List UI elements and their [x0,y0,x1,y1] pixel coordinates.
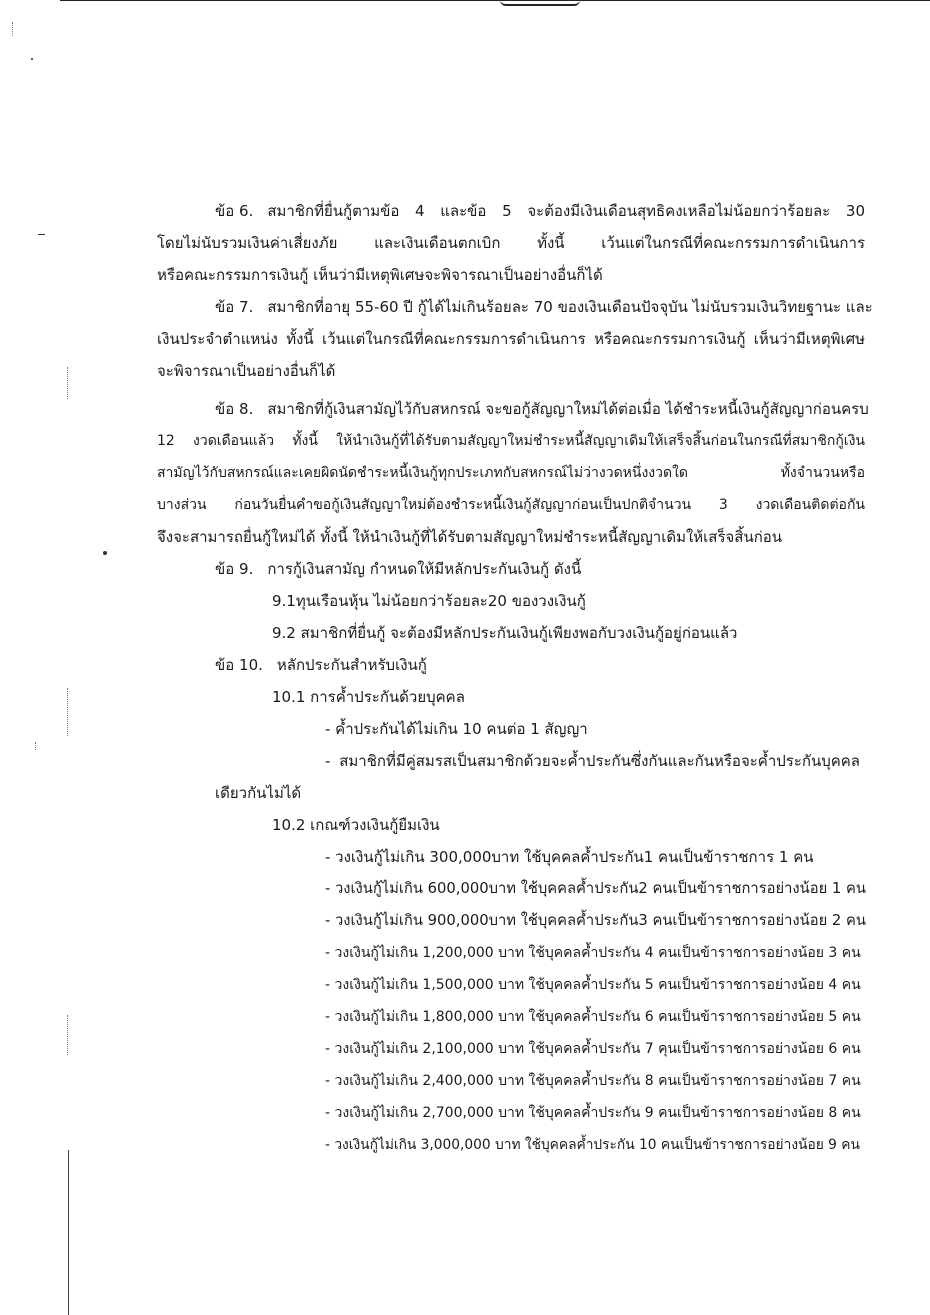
clause-6-heading: ข้อ 6. [215,202,254,220]
clause-10-1-bullet-2: - สมาชิกที่มีคู่สมรสเป็นสมาชิกด้วยจะค้ำประกันซึ่งกันและกันหรือจะค้ำประกันบุคคล [325,752,860,770]
loan-tier-item: - วงเงินกู้ไม่เกิน 1,500,000 บาท ใช้บุคคลค้ำประกัน 5 คนเป็นข้าราชการอย่างน้อย 4 คน [325,977,861,993]
loan-tier-item: - วงเงินกู้ไม่เกิน 2,400,000 บาท ใช้บุคคลค้ำประกัน 8 คนเป็นข้าราชการอย่างน้อย 7 คน [325,1073,861,1089]
clause-10-1-bullet-1: - ค้ำประกันได้ไม่เกิน 10 คนต่อ 1 สัญญา [325,720,588,738]
loan-tier-item: - วงเงินกู้ไม่เกิน 1,800,000 บาท ใช้บุคคลค้ำประกัน 6 คนเป็นข้าราชการอย่างน้อย 5 คน [325,1009,861,1025]
scan-tick [35,742,36,750]
clause-8-line-3: สามัญไว้กับสหกรณ์และเคยผิดนัดชำระหนี้เงินกู้ทุกประเภทกับสหกรณ์ไม่ว่างวดหนึ่งงวดใด ทั้งจำนวนหรือ [157,465,865,481]
scan-speck [103,551,107,555]
loan-tier-item: - วงเงินกู้ไม่เกิน 2,700,000 บาท ใช้บุคคลค้ำประกัน 9 คนเป็นข้าราชการอย่างน้อย 8 คน [325,1105,861,1121]
loan-tier-item: - วงเงินกู้ไม่เกิน 600,000บาท ใช้บุคคลค้ำประกัน2 คนเป็นข้าราชการอย่างน้อย 1 คน [325,880,866,897]
scan-left-rule [68,1150,69,1315]
clause-10-text: หลักประกันสำหรับเงินกู้ [276,656,427,674]
clause-10-1-bullet-2-cont: เดียวกันไม่ได้ [215,784,302,802]
scan-tick [67,367,68,399]
clause-9-1: 9.1ทุนเรือนหุ้น ไม่น้อยกว่าร้อยละ20 ของวงเงินกู้ [272,592,586,610]
clause-6-line-3: หรือคณะกรรมการเงินกู้ เห็นว่ามีเหตุพิเศษจะพิจารณาเป็นอย่างอื่นก็ได้ [157,266,603,284]
clause-6-line-1 [215,200,865,222]
loan-tier-item: - วงเงินกู้ไม่เกิน 900,000บาท ใช้บุคคลค้ำประกัน3 คนเป็นข้าราชการอย่างน้อย 2 คน [325,912,866,929]
clause-8-text: สมาชิกที่กู้เงินสามัญไว้กับสหกรณ์ จะขอกู้สัญญาใหม่ได้ต่อเมื่อ ได้ชำระหนี้เงินกู้สัญญาก่อนครบ [267,400,869,418]
clause-7-heading: ข้อ 7. [215,298,254,316]
loan-tier-item: - วงเงินกู้ไม่เกิน 3,000,000 บาท ใช้บุคคลค้ำประกัน 10 คนเป็นข้าราชการอย่างน้อย 9 คน [325,1137,860,1153]
clause-8-line-1 [215,398,869,420]
clause-9-line-1 [215,558,581,580]
clause-10-line-1 [215,654,427,676]
clause-8-line-4: บางส่วน ก่อนวันยื่นคำขอกู้เงินสัญญาใหม่ต้องชำระหนี้เงินกู้สัญญาก่อนเป็นปกติจำนวน 3 งวดเดือนติดต่อกัน [157,497,865,513]
clause-8-heading: ข้อ 8. [215,400,254,418]
clause-9-2: 9.2 สมาชิกที่ยื่นกู้ จะต้องมีหลักประกันเงินกู้เพียงพอกับวงเงินกู้อยู่ก่อนแล้ว [272,624,738,642]
loan-tier-item: - วงเงินกู้ไม่เกิน 1,200,000 บาท ใช้บุคคลค้ำประกัน 4 คนเป็นข้าราชการอย่างน้อย 3 คน [325,945,861,961]
clause-7-text: สมาชิกที่อายุ 55-60 ปี กู้ได้ไม่เกินร้อยละ 70 ของเงินเดือนปัจจุบัน ไม่นับรวมเงินวิทยฐานะ และ [267,298,873,316]
clause-6-line-2: โดยไม่นับรวมเงินค่าเสี่ยงภัย และเงินเดือนตกเบิก ทั้งนี้ เว้นแต่ในกรณีที่คณะกรรมการดำเนินการ [157,234,865,252]
clause-10-1: 10.1 การค้ำประกันด้วยบุคคล [272,688,465,706]
scan-top-edge [60,0,930,1]
clause-8-line-2: 12 งวดเดือนแล้ว ทั้งนี้ ให้นำเงินกู้ที่ได้รับตามสัญญาใหม่ชำระหนี้สัญญาเดิมให้เสร็จสิ้นก่อนในกรณีที่สมาชิกกู้เงิน [157,433,865,449]
scan-tick [67,688,68,736]
clause-8-line-5: จึงจะสามารถยื่นกู้ใหม่ได้ ทั้งนี้ ให้นำเงินกู้ที่ได้รับตามสัญญาใหม่ชำระหนี้สัญญาเดิมให้เสร็จสิ้นก่อน [157,528,783,546]
scan-tick [12,22,13,36]
scan-speck [31,58,33,60]
clause-7-line-1 [215,296,873,318]
clause-10-heading: ข้อ 10. [215,656,263,674]
clause-9-heading: ข้อ 9. [215,560,254,578]
scan-tick [67,1015,68,1055]
clause-6-text: สมาชิกที่ยื่นกู้ตามข้อ 4 และข้อ 5 จะต้องมีเงินเดือนสุทธิคงเหลือไม่น้อยกว่าร้อยละ 30 [267,202,865,220]
clause-9-text: การกู้เงินสามัญ กำหนดให้มีหลักประกันเงินกู้ ดังนี้ [267,560,582,578]
clause-7-line-2: เงินประจำตำแหน่ง ทั้งนี้ เว้นแต่ในกรณีที่คณะกรรมการดำเนินการ หรือคณะกรรมการเงินกู้ เห็นว่ามีเหตุพิเศษ [157,330,865,348]
loan-tier-item: - วงเงินกู้ไม่เกิน 2,100,000 บาท ใช้บุคคลค้ำประกัน 7 คุนเป็นข้าราชการอย่างน้อย 6 คน [325,1041,861,1057]
scan-top-arc [500,0,580,6]
loan-tier-item: - วงเงินกู้ไม่เกิน 300,000บาท ใช้บุคคลค้ำประกัน1 คนเป็นข้าราชการ 1 คน [325,848,814,866]
clause-7-line-3: จะพิจารณาเป็นอย่างอื่นก็ได้ [157,362,336,380]
scan-dash [38,234,45,235]
clause-10-2: 10.2 เกณฑ์วงเงินกู้ยืมเงิน [272,816,440,834]
